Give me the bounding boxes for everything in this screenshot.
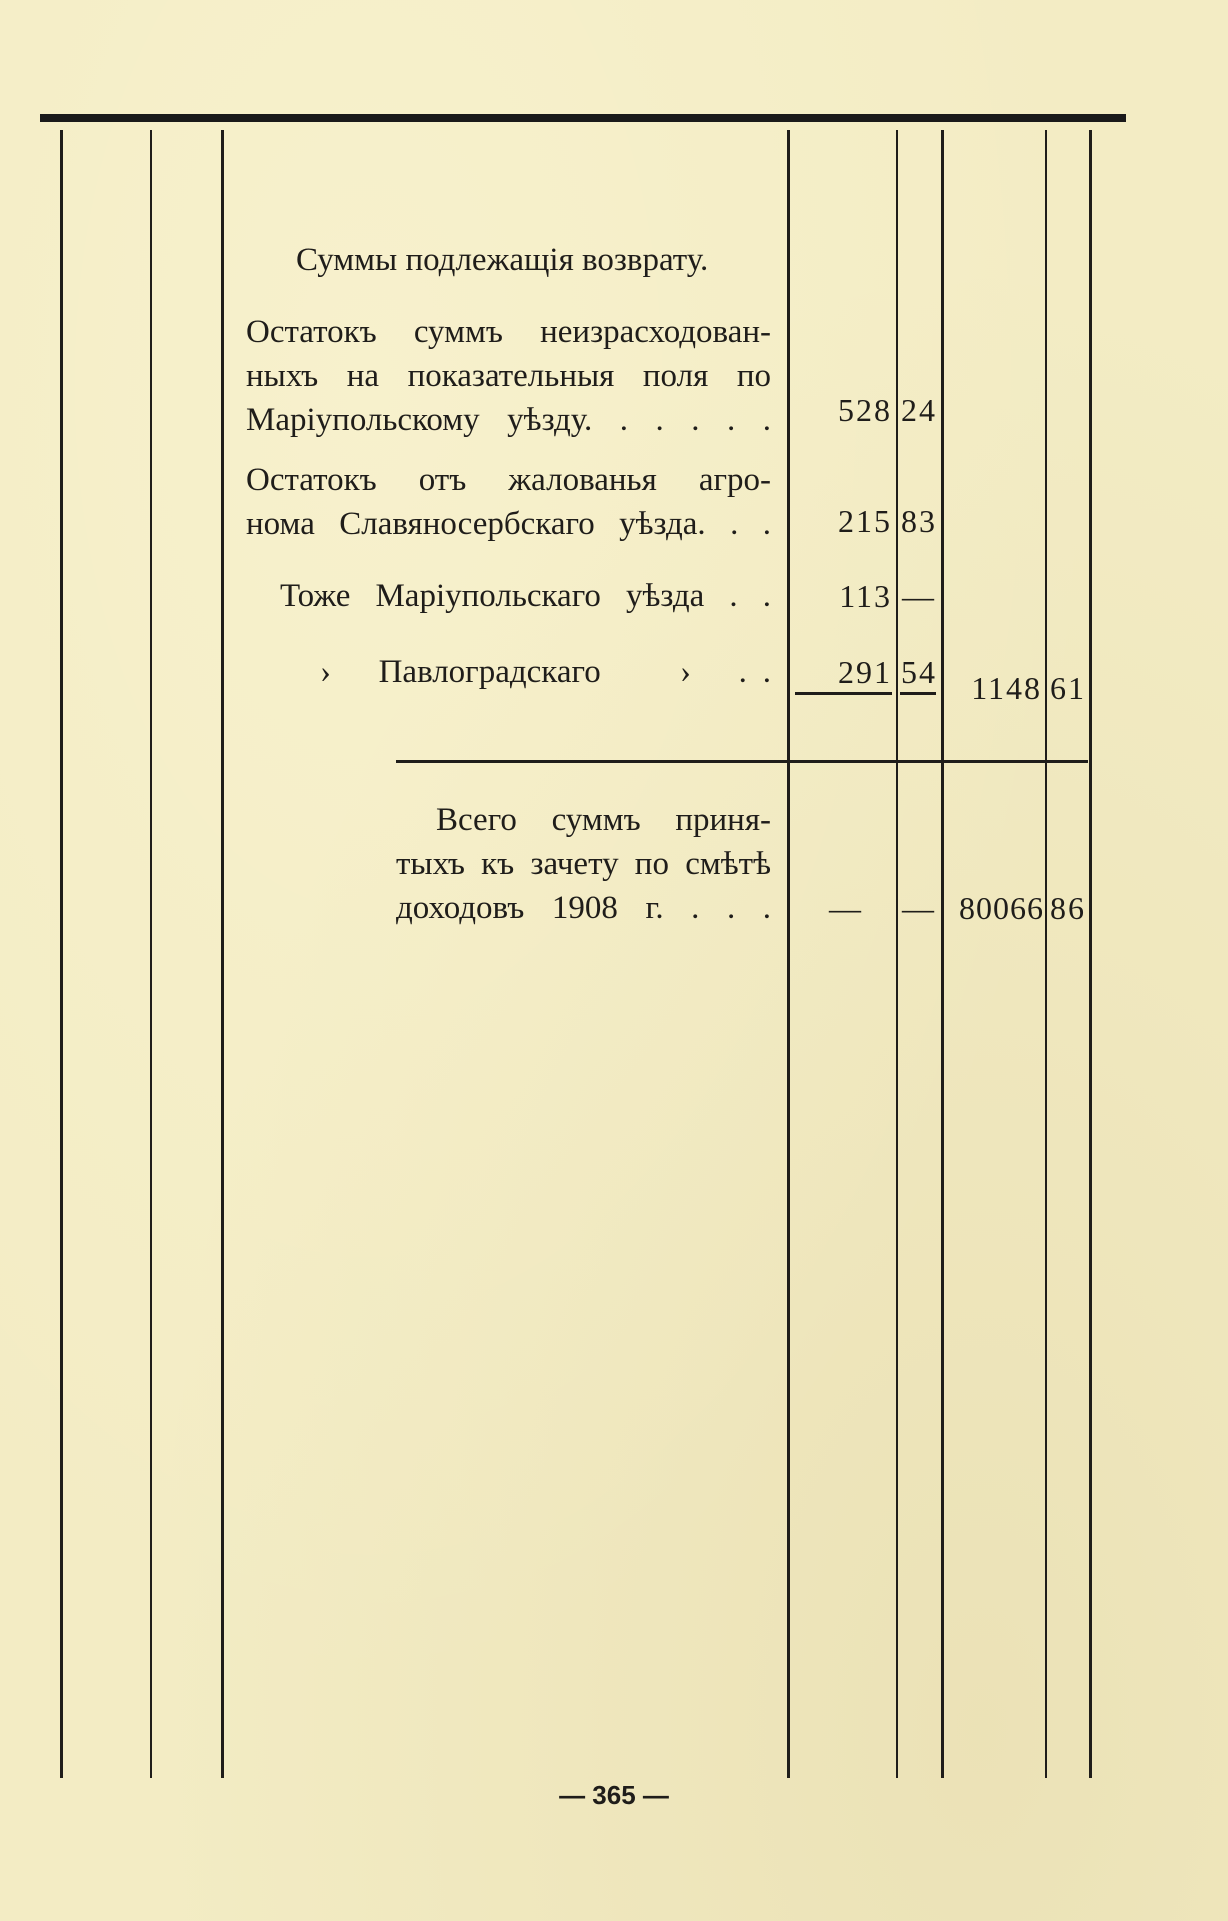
total-rubles: 80066 bbox=[959, 890, 1044, 926]
total-kopecks: 86 bbox=[1050, 890, 1086, 926]
entry-2-rubles: 215 bbox=[838, 503, 892, 539]
total-col1-kopecks: — bbox=[902, 890, 936, 926]
total-col1-rubles: — bbox=[829, 890, 863, 926]
section-header: Суммы подлежащія возврату. bbox=[296, 242, 709, 278]
col-line-2 bbox=[150, 130, 152, 1778]
entry-1-line-1: Остатокъ суммъ неизрасходован- bbox=[246, 314, 771, 350]
entry-4-description bbox=[320, 650, 771, 694]
col-line-7 bbox=[1045, 130, 1047, 1778]
entry-4-line-1: › Павлоградскаго › . . bbox=[320, 654, 771, 690]
top-rule bbox=[40, 114, 1126, 122]
entry-4-rubles: 291 bbox=[838, 654, 892, 690]
entry-2-description bbox=[246, 458, 771, 546]
col-line-5 bbox=[896, 130, 898, 1778]
total-description bbox=[396, 798, 771, 930]
entry-1-line-3: Маріупольскому уѣзду. . . . . . bbox=[246, 402, 771, 438]
total-separator bbox=[396, 760, 1088, 763]
subtotal-rule-rubles bbox=[795, 692, 892, 695]
total-line-1: Всего суммъ приня- bbox=[436, 802, 771, 838]
entry-4-kopecks: 54 bbox=[901, 654, 937, 690]
entry-1-line-2: ныхъ на показательныя поля по bbox=[246, 358, 771, 394]
entry-3-description bbox=[280, 574, 771, 618]
entry-2-kopecks: 83 bbox=[901, 503, 937, 539]
entry-1-rubles: 528 bbox=[838, 392, 892, 428]
page-number: — 365 — bbox=[559, 1780, 669, 1810]
col-line-8 bbox=[1089, 130, 1092, 1778]
entry-1-description bbox=[246, 310, 771, 442]
subtotal-kopecks: 61 bbox=[1050, 670, 1086, 706]
total-line-2: тыхъ къ зачету по смѣтѣ bbox=[396, 846, 771, 882]
entry-2-line-2: нома Славяносербскаго уѣзда. . . bbox=[246, 506, 771, 542]
col-line-1 bbox=[60, 130, 63, 1778]
subtotal-rule-kopecks bbox=[900, 692, 936, 695]
total-line-3: доходовъ 1908 г. . . . bbox=[396, 890, 771, 926]
entry-3-line-1: Тоже Маріупольскаго уѣзда . . bbox=[280, 578, 771, 614]
entry-2-line-1: Остатокъ отъ жалованья агро- bbox=[246, 462, 771, 498]
entry-3-rubles: 113 bbox=[839, 578, 892, 614]
entry-1-kopecks: 24 bbox=[901, 392, 937, 428]
col-line-4 bbox=[787, 130, 790, 1778]
entry-3-kopecks: — bbox=[902, 578, 936, 614]
subtotal-rubles: 1148 bbox=[971, 670, 1042, 706]
col-line-3 bbox=[221, 130, 224, 1778]
col-line-6 bbox=[941, 130, 944, 1778]
